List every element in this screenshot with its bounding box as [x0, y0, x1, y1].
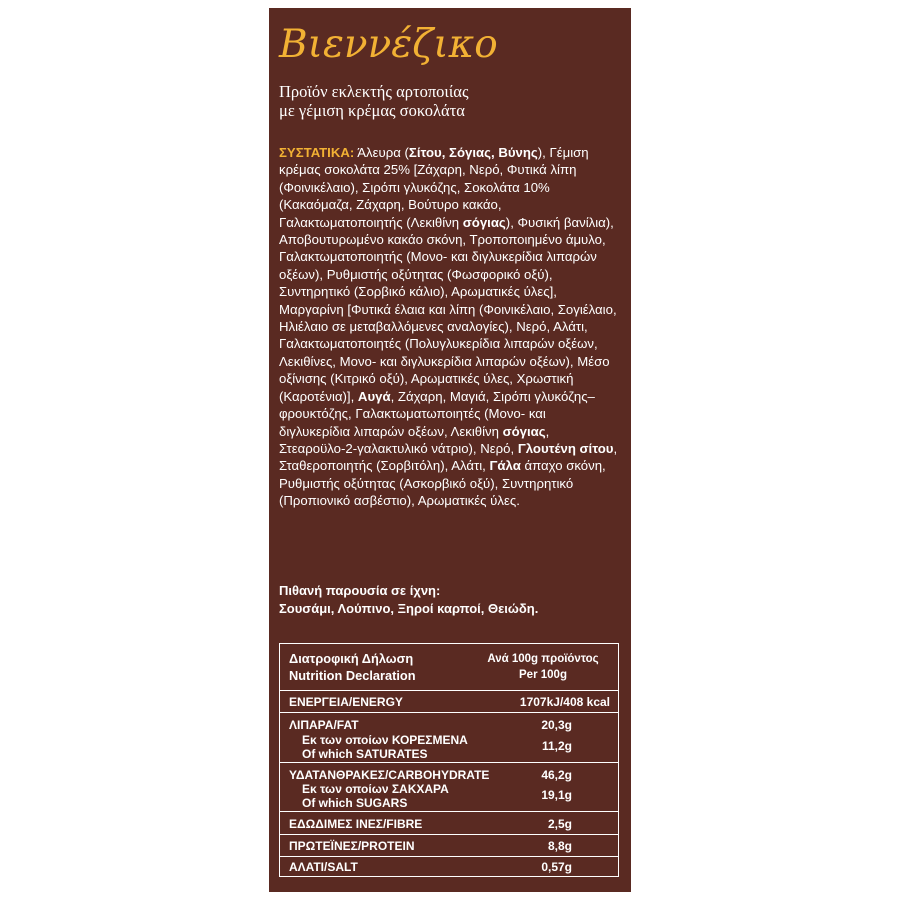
table-divider [280, 811, 618, 812]
allergen-text: σόγιας [502, 423, 546, 439]
nutrient-label: ΛΙΠΑΡΑ/FAT [289, 718, 359, 732]
ingredients-text: , Σταθεροποιητής (Σορβιτόλη), Αλάτι, [279, 440, 618, 474]
nutrient-label: ΠΡΩΤΕΪΝΕΣ/PROTEIN [289, 839, 415, 853]
ingredients-text: , Στεαροϋλο-2-γαλακτυλικό νάτριο), Νερό, [279, 423, 550, 456]
nutrient-value: 0,57g [541, 860, 572, 874]
nutrient-value: 20,3g [541, 718, 572, 732]
nutrient-label: ΕΔΩΔΙΜΕΣ ΙΝΕΣ/FIBRE [289, 817, 423, 831]
traces-list: Σουσάμι, Λούπινο, Ξηροί καρποί, Θειώδη. [279, 600, 539, 616]
header-title-greek: Διατροφική Δήλωση [289, 651, 414, 666]
traces-heading: Πιθανή παρουσία σε ίχνη: [279, 583, 441, 598]
header-per100-greek: Ανά 100g προϊόντος [487, 653, 599, 665]
nutrition-table-header [280, 644, 618, 691]
nutrient-value: 46,2g [541, 768, 572, 782]
table-divider [280, 762, 618, 763]
allergen-text: Σίτου, Σόγιας, Βύνης [408, 145, 538, 160]
allergen-traces [279, 582, 619, 617]
ingredients-text: , Ζάχαρη, Μαγιά, Σιρόπι γλυκόζης–φρουκτόζης, Γαλακτωματωποιητές (Μονο- και διγλυκερίδια λιπαρών οξέων, Λεκιθίνη [279, 388, 595, 439]
nutrient-value: 8,8g [547, 839, 572, 853]
table-divider [280, 856, 618, 857]
nutrient-value: 19,1g [541, 788, 572, 802]
allergen-text: Γάλα [489, 458, 521, 474]
nutrition-header-per100 [484, 651, 602, 683]
ingredients-text: άπαχο σκόνη, Ρυθμιστής οξύτητας (Ασκορβικό οξύ), Συντηρητικό (Προπιονικό ασβέστιο), Αρωματικές ύλες. [279, 458, 606, 509]
header-per100-english: Per 100g [519, 669, 567, 681]
product-label-panel [269, 8, 631, 892]
subtitle-line-2: με γέμιση κρέμας σοκολάτα [279, 101, 465, 120]
nutrient-value: 11,2g [541, 739, 572, 753]
allergen-text: Γλουτένη σίτου [517, 440, 614, 456]
ingredients-label: ΣΥΣΤΑΤΙΚΑ: [279, 145, 355, 160]
nutrient-label: ΕΝΕΡΓΕΙΑ/ENERGY [289, 695, 403, 709]
header-title-english: Nutrition Declaration [289, 668, 416, 683]
nutrition-table [279, 643, 619, 877]
nutrient-value: 2,5g [547, 817, 572, 831]
allergen-text: σόγιας [462, 214, 506, 230]
nutrition-header-title [289, 650, 416, 684]
ingredients-list [279, 144, 619, 510]
nutrient-sublabel-english: Of which SATURATES [302, 747, 428, 761]
ingredients-text: Άλευρα ( [354, 145, 409, 160]
nutrient-sublabel-greek: Εκ των οποίων ΣΑΚΧΑΡΑ [302, 782, 449, 796]
nutrient-label: ΑΛΑΤΙ/SALT [289, 860, 358, 874]
subtitle-line-1: Προϊόν εκλεκτής αρτοποιίας [279, 82, 469, 101]
table-divider [280, 712, 618, 713]
nutrient-sublabel-english: Of which SUGARS [302, 796, 408, 810]
nutrient-value: 1707kJ/408 kcal [519, 695, 610, 709]
product-subtitle [279, 82, 619, 120]
product-title: Βιεννέζικο [279, 22, 498, 67]
ingredients-text: ), Φυσική βανίλια), Αποβουτυρωμένο κακάο σκόνη, Τροποποιημένο άμυλο, Γαλακτωματοποιητής (Μονο- και διγλυκερίδια λιπαρών οξέων), Ρυθμιστής οξύτητας (Φωσφορικό οξύ), Συντηρητικό (Σορβικό κάλιο), Αρωματικές ύλες], Μαργαρίνη [Φυτικά έλαια και λίπη (Φοινικέλαιο, Σογιέλαιο, Ηλιέλαιο σε μεταβαλλόμενες αναλογίες), Νερό, Αλάτι, Γαλακτωματοποιητές (Πολυγλυκερίδια λιπαρών οξέων, Λεκιθίνες, Μονο- και διγλυκερίδια λιπαρών οξέων), Μέσο οξίνισης (Κιτρικό οξύ), Αρωματικές ύλες, Χρωστική (Καροτένια)], [279, 214, 617, 404]
nutrient-label: ΥΔΑΤΑΝΘΡΑΚΕΣ/CARBOHYDRATE [289, 768, 490, 782]
ingredients-text: ), Γέμιση κρέμας σοκολάτα 25% [Ζάχαρη, Νερό, Φυτικά λίπη (Φοινικέλαιο), Σιρόπι γλυκόζης, Σοκολάτα 10% (Κακαόμαζα, Ζάχαρη, Βούτυρο κακάο, Γαλακτωματοποιητής (Λεκιθίνη [279, 145, 589, 230]
nutrient-sublabel-greek: Εκ των οποίων ΚΟΡΕΣΜΕΝΑ [302, 733, 468, 747]
allergen-text: Αυγά [357, 388, 391, 404]
table-divider [280, 834, 618, 835]
